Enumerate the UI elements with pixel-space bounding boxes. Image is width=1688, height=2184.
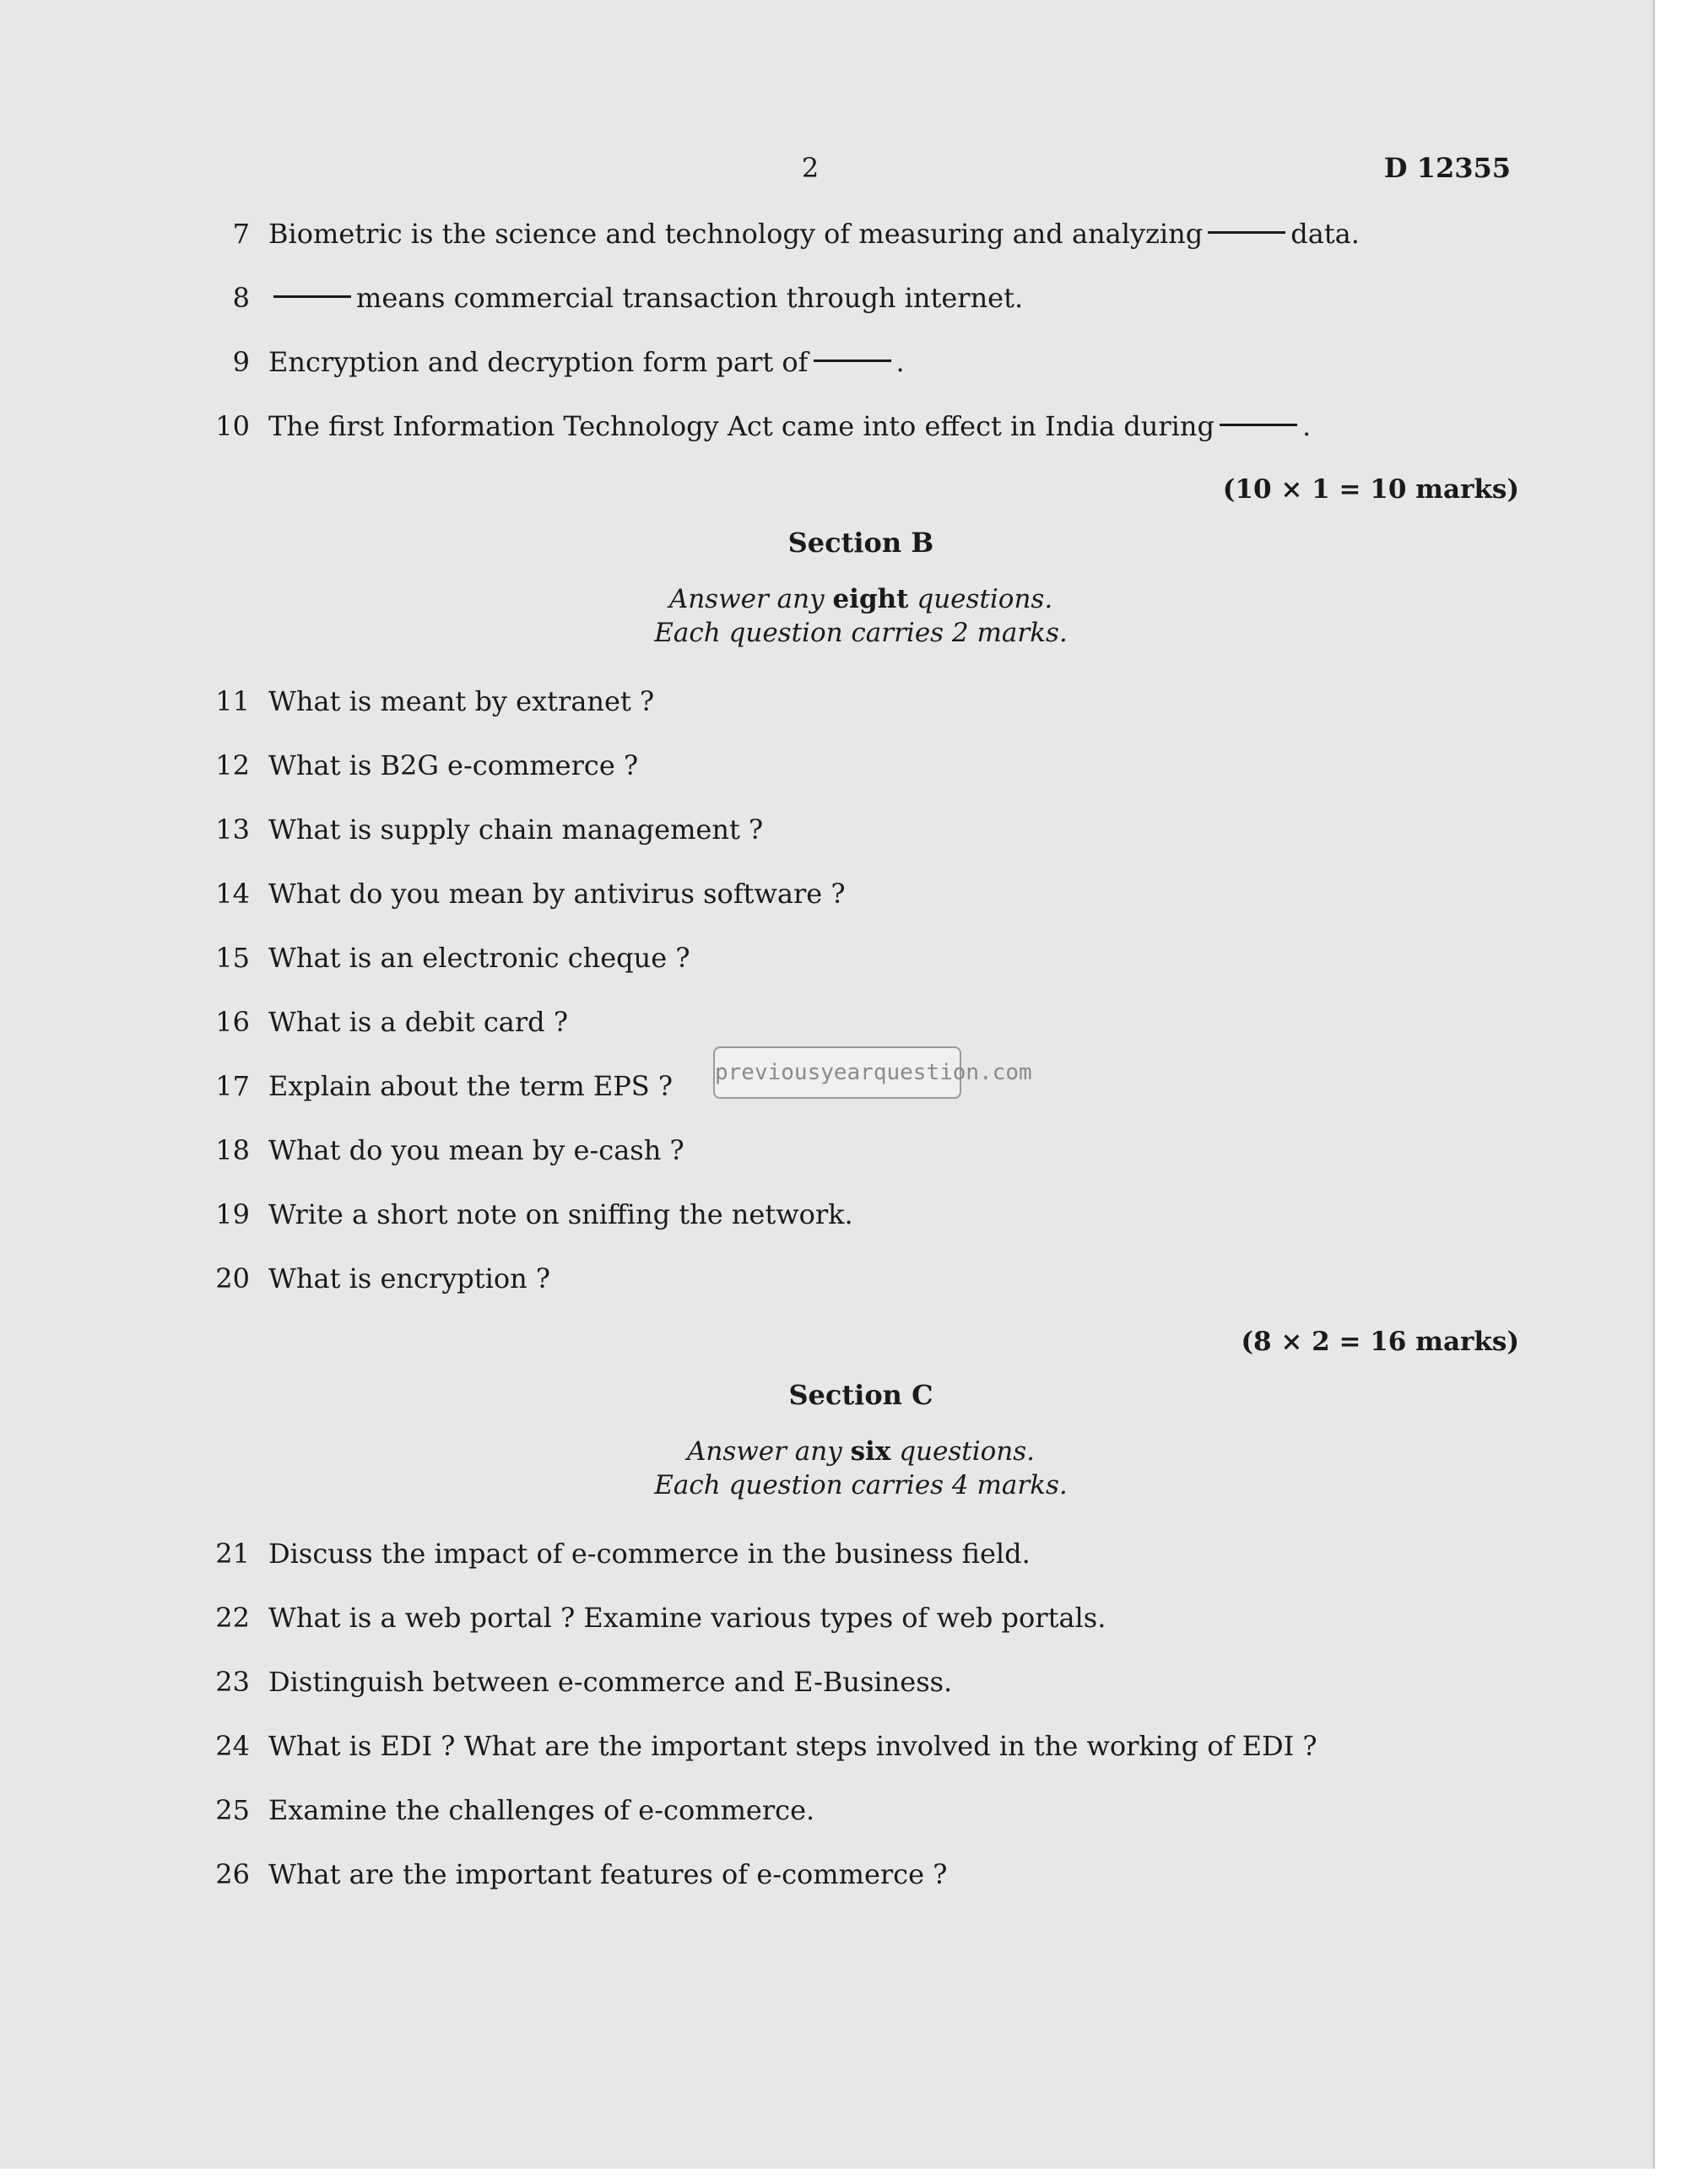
question-text-after-blank: means commercial transaction through internet. [356,282,1024,314]
section-b-marks: (8 × 2 = 16 marks) [1241,1327,1519,1357]
question-number: 14 [215,878,250,910]
question-number: 11 [215,685,250,717]
instruction-text: questions. [899,1436,1036,1467]
section-c-instructions [203,1435,1519,1502]
question-text [268,410,1311,442]
question-text: What do you mean by e-cash ? [268,1134,684,1166]
question-text [268,346,905,378]
question-text-after-blank: data. [1290,218,1360,250]
question-number: 23 [215,1666,250,1698]
instruction-count: six [850,1436,891,1467]
question-11 [203,685,1519,749]
question-number: 15 [215,942,250,974]
question-number: 22 [215,1602,250,1634]
question-text: What are the important features of e-commerce ? [268,1858,948,1890]
section-b-instructions [203,582,1519,650]
question-number: 18 [215,1134,250,1166]
question-text: What is an electronic cheque ? [268,942,690,974]
question-number: 19 [215,1198,250,1230]
section-b-title: Section B [787,527,934,559]
question-number: 16 [215,1006,250,1038]
question-text-after-blank: . [895,346,905,378]
instruction-text: Answer any [668,584,825,614]
question-text: What is meant by extranet ? [268,685,655,717]
instruction-line-2: Each question carries 2 marks. [654,618,1068,648]
question-text: Write a short note on sniffing the network. [268,1198,853,1230]
fill-in-blank [1208,231,1285,234]
question-number: 12 [215,749,250,781]
watermark-logo: previousyearquestion.com [713,1046,961,1099]
question-number: 8 [232,282,250,314]
question-number: 24 [215,1730,250,1762]
question-7 [203,218,1519,282]
question-8 [203,282,1519,346]
question-number: 17 [215,1070,250,1102]
question-text: What is a debit card ? [268,1006,568,1038]
fill-in-blank [273,295,351,298]
question-text [268,218,1360,250]
question-12 [203,749,1519,814]
question-text-before-blank: Biometric is the science and technology of measuring and analyzing [268,218,1204,250]
section-a-marks: (10 × 1 = 10 marks) [1222,474,1519,505]
question-text: What is supply chain management ? [268,814,764,846]
question-24 [203,1730,1519,1794]
question-18 [203,1134,1519,1198]
question-14 [203,878,1519,942]
question-26 [203,1858,1519,1922]
question-text: What is encryption ? [268,1262,551,1295]
question-number: 25 [215,1794,250,1826]
question-15 [203,942,1519,1006]
question-25 [203,1794,1519,1858]
question-21 [203,1538,1519,1602]
question-text-after-blank: . [1301,410,1312,442]
instruction-count: eight [832,584,909,614]
question-number: 20 [215,1262,250,1295]
instruction-line-1 [203,1435,1519,1468]
document-code: D 12355 [1383,152,1511,184]
page-number: 2 [801,152,820,184]
instruction-line-2: Each question carries 4 marks. [654,1470,1068,1500]
question-number: 21 [215,1538,250,1570]
question-text [268,282,1023,314]
question-text: What is a web portal ? Examine various types of web portals. [268,1602,1106,1634]
question-text: Distinguish between e-commerce and E-Business. [268,1666,953,1698]
question-text-before-blank: The first Information Technology Act came into effect in India during [268,410,1215,442]
fill-in-blank [1220,424,1297,426]
question-19 [203,1198,1519,1262]
instruction-text: questions. [917,584,1053,614]
question-text: What is EDI ? What are the important steps involved in the working of EDI ? [268,1730,1317,1762]
question-number: 10 [215,410,250,442]
fill-in-blank [814,359,891,362]
question-number: 26 [215,1858,250,1890]
question-number: 13 [215,814,250,846]
question-text: Explain about the term EPS ? [268,1070,674,1102]
question-number: 7 [232,218,250,250]
question-text: What is B2G e-commerce ? [268,749,639,781]
question-22 [203,1602,1519,1666]
question-text: Discuss the impact of e-commerce in the business field. [268,1538,1031,1570]
question-20 [203,1262,1519,1327]
question-text-before-blank: Encryption and decryption form part of [268,346,809,378]
question-number: 9 [232,346,250,378]
question-13 [203,814,1519,878]
question-10 [203,410,1519,474]
instruction-line-1 [203,582,1519,616]
question-23 [203,1666,1519,1730]
instruction-text: Answer any [686,1436,842,1467]
question-9 [203,346,1519,410]
section-c-title: Section C [788,1379,933,1411]
question-text: What do you mean by antivirus software ? [268,878,846,910]
question-text: Examine the challenges of e-commerce. [268,1794,815,1826]
